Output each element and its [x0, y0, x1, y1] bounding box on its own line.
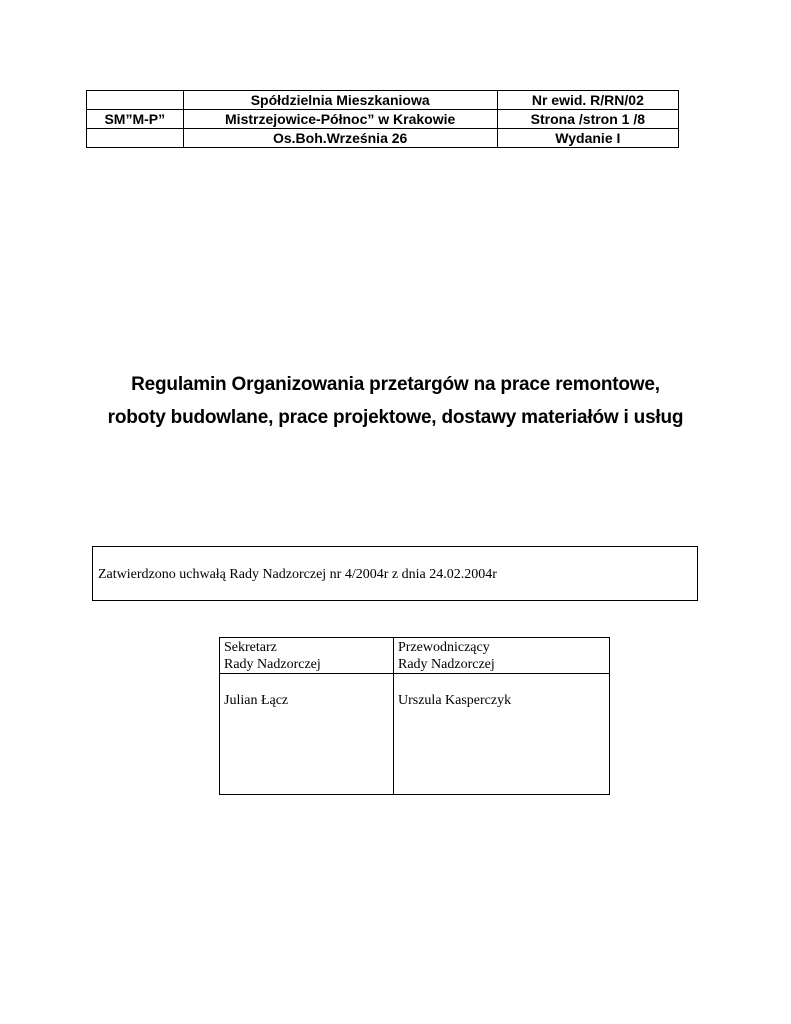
secretary-name: Julian Łącz [224, 693, 289, 708]
header-cell: Spółdzielnia Mieszkaniowa [183, 91, 497, 110]
signature-row-divider [220, 673, 609, 674]
secretary-role [224, 639, 321, 673]
signature-table [219, 637, 610, 795]
secretary-role-line: Rady Nadzorczej [224, 657, 321, 672]
header-cell: Nr ewid. R/RN/02 [497, 91, 678, 110]
document-title-line: Regulamin Organizowania przetargów na prace remontowe, [131, 374, 660, 395]
document-title-line: roboty budowlane, prace projektowe, dostawy materiałów i usług [107, 407, 684, 428]
header-cell: Mistrzejowice-Północ” w Krakowie [183, 110, 497, 129]
header-cell [87, 129, 184, 148]
header-row [87, 129, 679, 148]
secretary-role-line: Sekretarz [224, 640, 277, 655]
header-cell: Strona /stron 1 /8 [497, 110, 678, 129]
header-row [87, 91, 679, 110]
signature-column-divider [393, 638, 394, 794]
approval-box [92, 546, 698, 601]
chairman-role-line: Przewodniczący [398, 640, 490, 655]
chairman-role-line: Rady Nadzorczej [398, 657, 495, 672]
chairman-name: Urszula Kasperczyk [398, 693, 512, 708]
header-cell [87, 91, 184, 110]
document-title [0, 368, 791, 434]
chairman-role [398, 639, 495, 673]
document-header-table [86, 90, 679, 148]
header-cell: SM”M-P” [87, 110, 184, 129]
approval-text: Zatwierdzono uchwałą Rady Nadzorczej nr 4/2004r z dnia 24.02.2004r [98, 567, 497, 582]
header-cell: Wydanie I [497, 129, 678, 148]
header-row [87, 110, 679, 129]
header-cell: Os.Boh.Września 26 [183, 129, 497, 148]
